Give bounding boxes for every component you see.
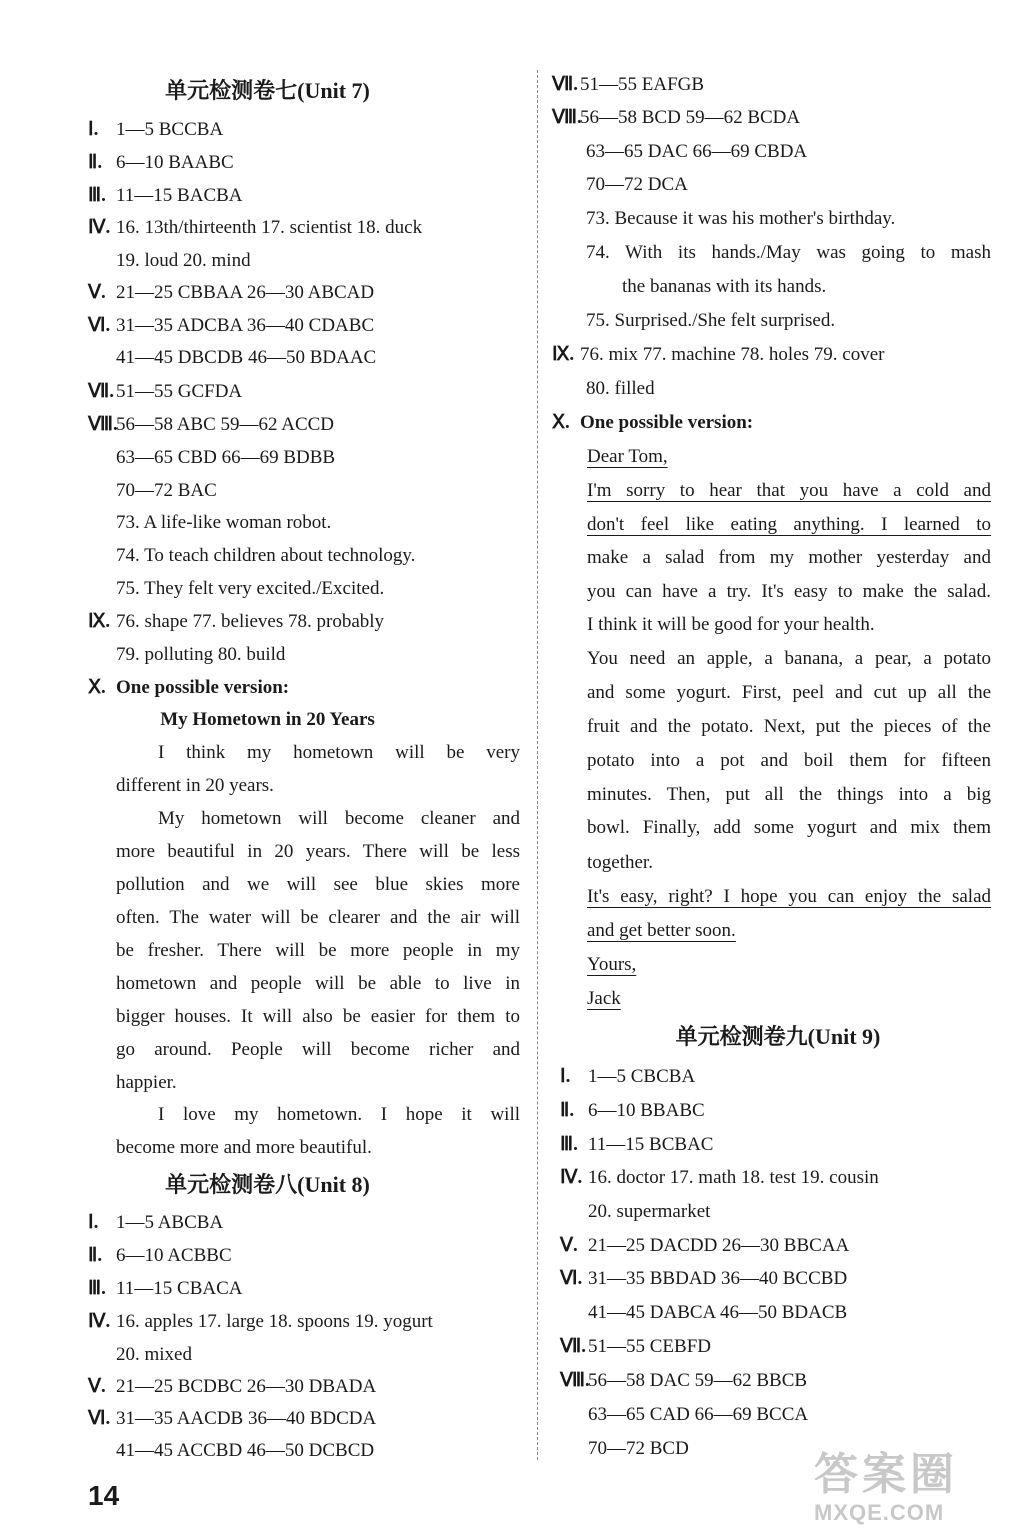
essay-line: I love my hometown. I hope it will: [158, 1104, 520, 1125]
unit9-part7: Ⅶ. 51—55 CEBFD: [560, 1336, 711, 1357]
unit7-part2: Ⅱ. 6—10 BAABC: [88, 152, 234, 173]
unit9-part8-cont1: 63—65 CAD 66—69 BCCA: [588, 1404, 809, 1425]
unit8-part6-cont: 41—45 ACCBD 46—50 DCBCD: [116, 1440, 375, 1461]
unit7-part3: Ⅲ. 11—15 BACBA: [88, 185, 243, 206]
unit7-part1: Ⅰ. 1—5 BCCBA: [88, 119, 224, 140]
watermark-logo: [814, 1450, 1004, 1530]
unit9-part6-cont: 41—45 DABCA 46—50 BDACB: [588, 1302, 848, 1323]
unit9-title: 单元检测卷九(Unit 9): [675, 1024, 881, 1049]
unit9-part6: Ⅵ. 31—35 BBDAD 36—40 BCCBD: [560, 1268, 848, 1289]
unit7-part7: Ⅶ. 51—55 GCFDA: [88, 381, 243, 402]
essay-line: go around. People will become richer and: [116, 1039, 520, 1060]
unit8-title: 单元检测卷八(Unit 8): [165, 1172, 370, 1197]
unit8-answer-74-cont: the bananas with its hands.: [622, 276, 827, 297]
essay-title: My Hometown in 20 Years: [160, 709, 375, 730]
unit8-part7: Ⅶ. 51—55 EAFGB: [552, 74, 705, 95]
essay-line: often. The water will be clearer and the air will: [116, 907, 520, 928]
column-divider: [537, 70, 538, 1460]
unit7-part9: Ⅸ. 76. shape 77. believes 78. probably: [88, 611, 385, 632]
unit7-title: 单元检测卷七(Unit 7): [165, 78, 370, 103]
unit8-part9-cont: 80. filled: [586, 378, 655, 399]
unit7-part4: Ⅳ. 16. 13th/thirteenth 17. scientist 18. duck: [88, 217, 423, 238]
unit9-part2: Ⅱ. 6—10 BBABC: [560, 1100, 705, 1121]
unit7-part8-cont1: 63—65 CBD 66—69 BDBB: [116, 447, 336, 468]
unit7-answer-74: 74. To teach children about technology.: [116, 545, 416, 566]
watermark-url: MXQE.COM: [814, 1500, 945, 1525]
unit7-part8-cont2: 70—72 BAC: [116, 480, 217, 501]
unit8-answer-75: 75. Surprised./She felt surprised.: [586, 310, 836, 331]
letter-line: make a salad from my mother yesterday and: [587, 547, 991, 568]
unit9-part3: Ⅲ. 11—15 BCBAC: [560, 1134, 714, 1155]
essay-line: pollution and we will see blue skies more: [116, 874, 520, 895]
unit7-part6-cont: 41—45 DBCDB 46—50 BDAAC: [116, 347, 377, 368]
essay-line: be fresher. There will be more people in my: [116, 940, 520, 961]
unit7-part8: Ⅷ.56—58 ABC 59—62 ACCD: [88, 414, 335, 435]
unit8-part6: Ⅵ. 31—35 AACDB 36—40 BDCDA: [88, 1408, 377, 1429]
page-number: 14: [88, 1480, 120, 1511]
letter-underlined-line: and get better soon.: [587, 920, 736, 941]
unit8-part3: Ⅲ. 11—15 CBACA: [88, 1278, 243, 1299]
unit8-part5: Ⅴ. 21—25 BCDBC 26—30 DBADA: [88, 1376, 377, 1397]
unit8-part9: Ⅸ. 76. mix 77. machine 78. holes 79. cover: [552, 344, 885, 365]
unit8-part1: Ⅰ. 1—5 ABCBA: [88, 1212, 224, 1233]
essay-line: My hometown will become cleaner and: [158, 808, 520, 829]
unit8-answer-74: 74. With its hands./May was going to mash: [586, 242, 991, 263]
letter-line: and some yogurt. First, peel and cut up all the: [587, 682, 991, 703]
unit9-part4: Ⅳ. 16. doctor 17. math 18. test 19. cousin: [560, 1167, 879, 1188]
unit8-part8-cont2: 70—72 DCA: [586, 174, 688, 195]
letter-underlined-line: don't feel like eating anything. I learned to: [587, 514, 991, 535]
letter-underlined-line: I'm sorry to hear that you have a cold and: [587, 480, 991, 501]
unit8-part4: Ⅳ. 16. apples 17. large 18. spoons 19. yogurt: [88, 1311, 433, 1332]
unit7-answer-73: 73. A life-like woman robot.: [116, 512, 332, 533]
letter-line: potato into a pot and boil them for fifteen: [587, 750, 991, 771]
unit8-part8: Ⅷ.56—58 BCD 59—62 BCDA: [552, 107, 801, 128]
letter-closing: Yours,: [587, 954, 637, 975]
essay-line: different in 20 years.: [116, 775, 274, 796]
unit9-part1: Ⅰ. 1—5 CBCBA: [560, 1066, 696, 1087]
letter-underlined-line: It's easy, right? I hope you can enjoy the salad: [587, 886, 991, 907]
essay-line: more beautiful in 20 years. There will be less: [116, 841, 520, 862]
unit8-part10: Ⅹ. One possible version:: [552, 412, 754, 433]
letter-line: together.: [587, 852, 653, 873]
watermark-text: 答案圈: [814, 1450, 958, 1499]
letter-line: bowl. Finally, add some yogurt and mix them: [587, 817, 991, 838]
unit7-answer-75: 75. They felt very excited./Excited.: [116, 578, 385, 599]
letter-line: I think it will be good for your health.: [587, 614, 875, 635]
unit7-part4-cont: 19. loud 20. mind: [116, 250, 251, 271]
unit9-part8: Ⅷ.56—58 DAC 59—62 BBCB: [560, 1370, 808, 1391]
unit9-part5: Ⅴ. 21—25 DACDD 26—30 BBCAA: [560, 1235, 850, 1256]
unit7-part5: Ⅴ. 21—25 CBBAA 26—30 ABCAD: [88, 282, 375, 303]
letter-line: minutes. Then, put all the things into a big: [587, 784, 991, 805]
letter-signature: Jack: [587, 988, 621, 1009]
letter-greeting: Dear Tom,: [587, 446, 668, 467]
unit7-part9-cont: 79. polluting 80. build: [116, 644, 286, 665]
essay-line: hometown and people will be able to live in: [116, 973, 520, 994]
unit8-answer-73: 73. Because it was his mother's birthday.: [586, 208, 896, 229]
unit9-part8-cont2: 70—72 BCD: [588, 1438, 689, 1459]
unit9-part4-cont: 20. supermarket: [588, 1201, 711, 1222]
unit7-part10: Ⅹ. One possible version:: [88, 677, 290, 698]
essay-line: bigger houses. It will also be easier for them to: [116, 1006, 520, 1027]
unit7-part6: Ⅵ. 31—35 ADCBA 36—40 CDABC: [88, 315, 375, 336]
unit8-part8-cont1: 63—65 DAC 66—69 CBDA: [586, 141, 808, 162]
essay-line: become more and more beautiful.: [116, 1137, 372, 1158]
essay-line: I think my hometown will be very: [158, 742, 520, 763]
unit8-part2: Ⅱ. 6—10 ACBBC: [88, 1245, 232, 1266]
unit8-part4-cont: 20. mixed: [116, 1344, 192, 1365]
letter-line: fruit and the potato. Next, put the pieces of the: [587, 716, 991, 737]
letter-line: you can have a try. It's easy to make the salad.: [587, 581, 991, 602]
letter-line: You need an apple, a banana, a pear, a potato: [587, 648, 991, 669]
essay-line: happier.: [116, 1072, 177, 1093]
